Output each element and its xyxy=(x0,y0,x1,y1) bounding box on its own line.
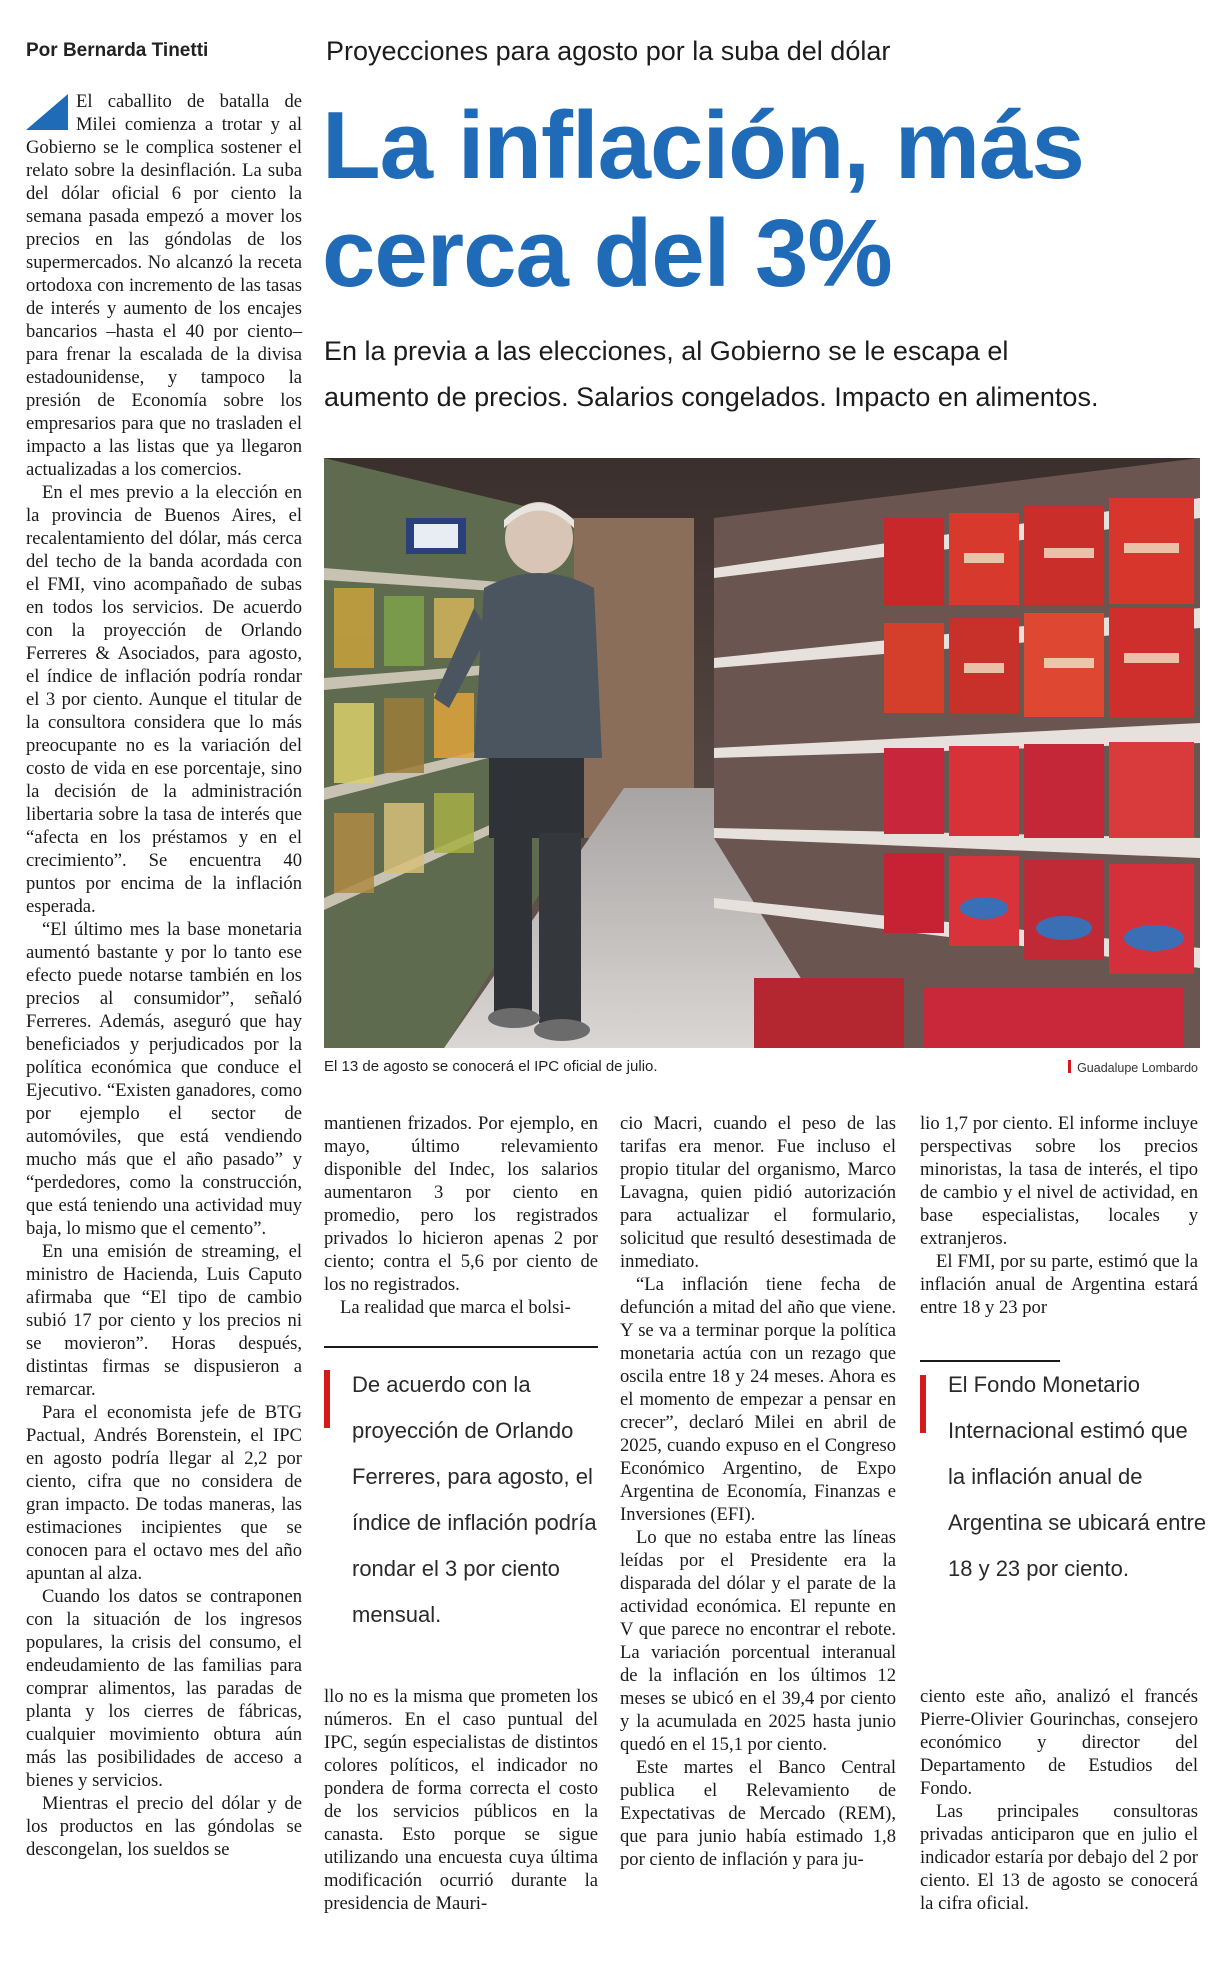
article-column-4-top xyxy=(920,1112,1198,1319)
paragraph: En el mes previo a la elección en la provincia de Buenos Aires, el recalentamiento del dólar, más cerca del techo de la banda acordada con el FMI, vino acompañado de subas en todos los servicios. De acuerdo con la proyección de Orlando Ferreres & Asociados, para agosto, el índice de inflación podría rondar el 3 por ciento. Aunque el titular de la consultora considera que lo más preocupante no es la variación del costo de vida en ese porcentaje, sino la decisión de la administración libertaria sobre la tasa de interés que “afecta en los préstamos y en el crecimiento”. Se encuentra 40 puntos por encima de la inflación esperada. xyxy=(26,482,302,917)
paragraph: llo no es la misma que prometen los números. En el caso puntual del IPC, según especialistas de distintos colores políticos, el indicador no pondera de forma correcta el costo de los servicios públicos en la canasta. Esto porque se sigue utilizando una encuesta cuya última modificación ocurrió durante la presidencia de Mauri- xyxy=(324,1686,598,1914)
credit-bar xyxy=(1068,1060,1071,1073)
pullquote-right-bar xyxy=(920,1375,926,1433)
paragraph: cio Macri, cuando el peso de las tarifas era menor. Fue incluso el propio titular del organismo, Marco Lavagna, quien pidió autorización para actualizar el formulario, solicitud que resultó desestimada de inmediato. xyxy=(620,1113,896,1272)
paragraph: lio 1,7 por ciento. El informe incluye perspectivas sobre los precios minoristas, la tasa de interés, el tipo de cambio y el nivel de actividad, en base especialistas, locales y extranjeros. xyxy=(920,1113,1198,1249)
headline-line-2: cerca del 3% xyxy=(322,200,892,307)
paragraph: Para el economista jefe de BTG Pactual, Andrés Borenstein, el IPC en agosto podría llegar al 2,2 por ciento, cifra que no considera de gran impacto. De todas maneras, las estimaciones incipientes que se conocen para el octavo mes del año apuntan al alza. xyxy=(26,1402,302,1584)
article-column-4-bottom xyxy=(920,1685,1198,1915)
supermarket-photo-illustration xyxy=(324,458,1200,1048)
photo-credit-name: Guadalupe Lombardo xyxy=(1077,1061,1198,1075)
paragraph: “El último mes la base monetaria aumentó bastante y por lo tanto ese efecto puede notarse también en los precios al consumidor”, señaló Ferreres. Además, aseguró que hay beneficiados y perjudicados por la política económica que conduce el Ejecutivo. “Existen ganadores, como por ejemplo el sector de automóviles, que está vendiendo mucho más que el año pasado” y “perdedores, como la construcción, que está teniendo una actividad muy baja, lo mismo que el cemento”. xyxy=(26,919,302,1239)
deck xyxy=(324,328,1204,420)
paragraph: La realidad que marca el bolsi- xyxy=(340,1297,571,1318)
pullquote-left-bar xyxy=(324,1370,330,1428)
dropcap-triangle-icon xyxy=(26,94,68,130)
paragraph: Lo que no estaba entre las líneas leídas por el Presidente era la disparada del dólar y el parate de la actividad económica. El repunte en V que parece no encontrar el rebote. La variación porcentual interanual de la inflación en los últimos 12 meses se ubicó en el 39,4 por ciento y la acumulada en 2025 hasta junio quedó en el 15,1 por ciento. xyxy=(620,1527,896,1755)
article-column-2-top xyxy=(324,1112,598,1319)
kicker: Proyecciones para agosto por la suba del dólar xyxy=(326,36,891,66)
paragraph: En una emisión de streaming, el ministro de Hacienda, Luis Caputo afirmaba que “El tipo de cambio subió 17 por ciento y los precios ni se movieron”. Horas después, distintas firmas se dispusieron a remarcar. xyxy=(26,1241,302,1400)
paragraph: ciento este año, analizó el francés Pierre-Olivier Gourinchas, consejero económico y director del Departamento de Estudios del Fondo. xyxy=(920,1686,1198,1799)
pullquote-left: De acuerdo con la proyección de Orlando Ferreres, para agosto, el índice de inflación podría rondar el 3 por ciento mensual. xyxy=(352,1372,597,1627)
photo-caption: El 13 de agosto se conocerá el IPC oficial de julio. xyxy=(324,1058,658,1075)
pullquote-right: El Fondo Monetario Internacional estimó que la inflación anual de Argentina se ubicará entre 18 y 23 por ciento. xyxy=(948,1372,1207,1581)
article-column-3 xyxy=(620,1112,896,1871)
pullquote-left-rule xyxy=(324,1346,598,1348)
paragraph: El caballito de batalla de Milei comienza a trotar y al Gobierno se le complica sostener el relato sobre la desinflación. La suba del dólar oficial 6 por ciento la semana pasada empezó a mover los precios en las góndolas de los supermercados. No alcanzó la receta ortodoxa con incremento de las tasas de interés y aumento de los encajes bancarios –hasta el 40 por ciento– para frenar la escalada de la divisa estadounidense, y tampoco la presión de Economía sobre los empresarios para que no trasladen el impacto a las listas que ya llegaron actualizadas a los comercios. xyxy=(26,91,302,480)
deck-line-1: En la previa a las elecciones, al Gobierno se le escapa el xyxy=(324,336,1009,366)
article-column-1 xyxy=(26,90,302,1950)
paragraph: “La inflación tiene fecha de defunción a mitad del año que viene. Y se va a terminar porque la política monetaria actúa con un rezago que oscila entre 18 y 24 meses. Ahora es el momento de empezar a pensar en crecer”, declaró Milei en abril de 2025, cuando expuso en el Congreso Económico Argentino, de Expo Argentina de Economía, Finanzas e Inversiones (EFI). xyxy=(620,1274,896,1525)
paragraph: Este martes el Banco Central publica el Relevamiento de Expectativas de Mercado (REM), que para junio había estimado 1,8 por ciento de inflación y para ju- xyxy=(620,1757,896,1870)
paragraph: El FMI, por su parte, estimó que la inflación anual de Argentina estará entre 18 y 23 por xyxy=(920,1251,1198,1318)
supermarket-photo xyxy=(324,458,1200,1048)
paragraph: Mientras el precio del dólar y de los productos en las góndolas se descongelan, los sueldos se xyxy=(26,1793,302,1860)
photo-credit xyxy=(1068,1060,1198,1075)
headline xyxy=(322,92,1202,308)
byline: Por Bernarda Tinetti xyxy=(26,40,209,61)
article-column-2-bottom xyxy=(324,1685,598,1915)
deck-line-2: aumento de precios. Salarios congelados. Impacto en alimentos. xyxy=(324,382,1099,412)
paragraph: mantienen frizados. Por ejemplo, en mayo, último relevamiento disponible del Indec, los salarios aumentaron 3 por ciento en promedio, pero los registrados privados lo hicieron apenas 2 por ciento; contra el 5,6 por ciento de los no registrados. xyxy=(324,1113,598,1295)
paragraph: Las principales consultoras privadas anticiparon que en julio el indicador estaría por debajo del 2 por ciento. El 13 de agosto se conocerá la cifra oficial. xyxy=(920,1801,1198,1914)
paragraph: Cuando los datos se contraponen con la situación de los ingresos populares, la crisis del consumo, el endeudamiento de las familias para comprar alimentos, las paradas de planta y los cierres de fábricas, cualquier movimiento obtura aún más las posibilidades de acceso a bienes y servicios. xyxy=(26,1586,302,1791)
headline-line-1: La inflación, más xyxy=(322,92,1084,199)
